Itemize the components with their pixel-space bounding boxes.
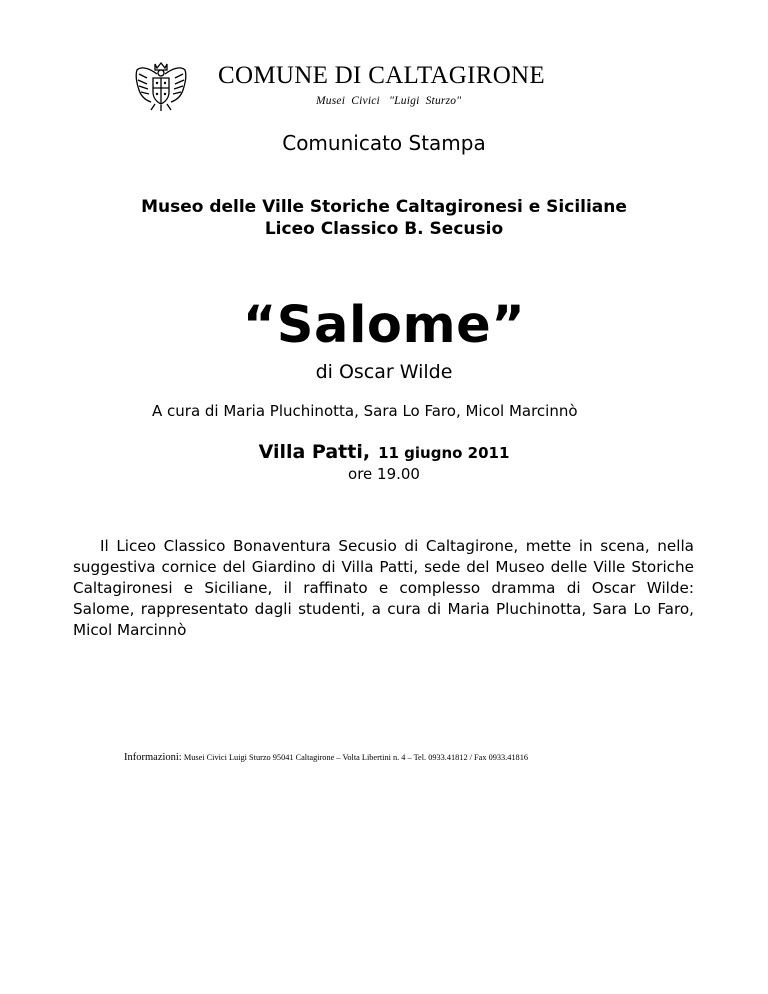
- org-name: COMUNE DI CALTAGIRONE: [218, 62, 545, 89]
- event-time: ore 19.00: [348, 465, 420, 483]
- document-type: Comunicato Stampa: [282, 131, 486, 155]
- curators: A cura di Maria Pluchinotta, Sara Lo Faro, Micol Marcinnò: [152, 402, 578, 420]
- play-author: di Oscar Wilde: [315, 361, 453, 383]
- footer-label: Informazioni:: [124, 752, 182, 763]
- venue: Villa Patti,: [258, 441, 371, 463]
- institution-museum: Museo delle Ville Storiche Caltagironesi e Siciliane: [141, 197, 627, 217]
- footer-info: [124, 752, 744, 763]
- play-title: “Salome”: [242, 296, 526, 355]
- body-paragraph: Il Liceo Classico Bonaventura Secusio di Caltagirone, mette in scena, nella suggestiva cornice del Giardino di Villa Patti, sede del Museo delle Ville Storiche Caltagironesi e Siciliane, il raffinato e complesso dramma di Oscar Wilde: Salome, rappresentato dagli studenti, a cura di Maria Pluchinotta, Sara Lo Faro, Micol Marcinnò: [73, 537, 694, 639]
- institution-school: Liceo Classico B. Secusio: [264, 219, 504, 239]
- footer-details: Musei Civici Luigi Sturzo 95041 Caltagirone – Volta Libertini n. 4 – Tel. 0933.41812 / Fax 0933.41816: [183, 753, 528, 762]
- org-subtitle: Musei Civici "Luigi Sturzo": [316, 95, 462, 107]
- venue-date-line: [0, 441, 768, 463]
- event-date: 11 giugno 2011: [378, 444, 510, 462]
- municipal-crest-eagle-icon: [133, 60, 189, 112]
